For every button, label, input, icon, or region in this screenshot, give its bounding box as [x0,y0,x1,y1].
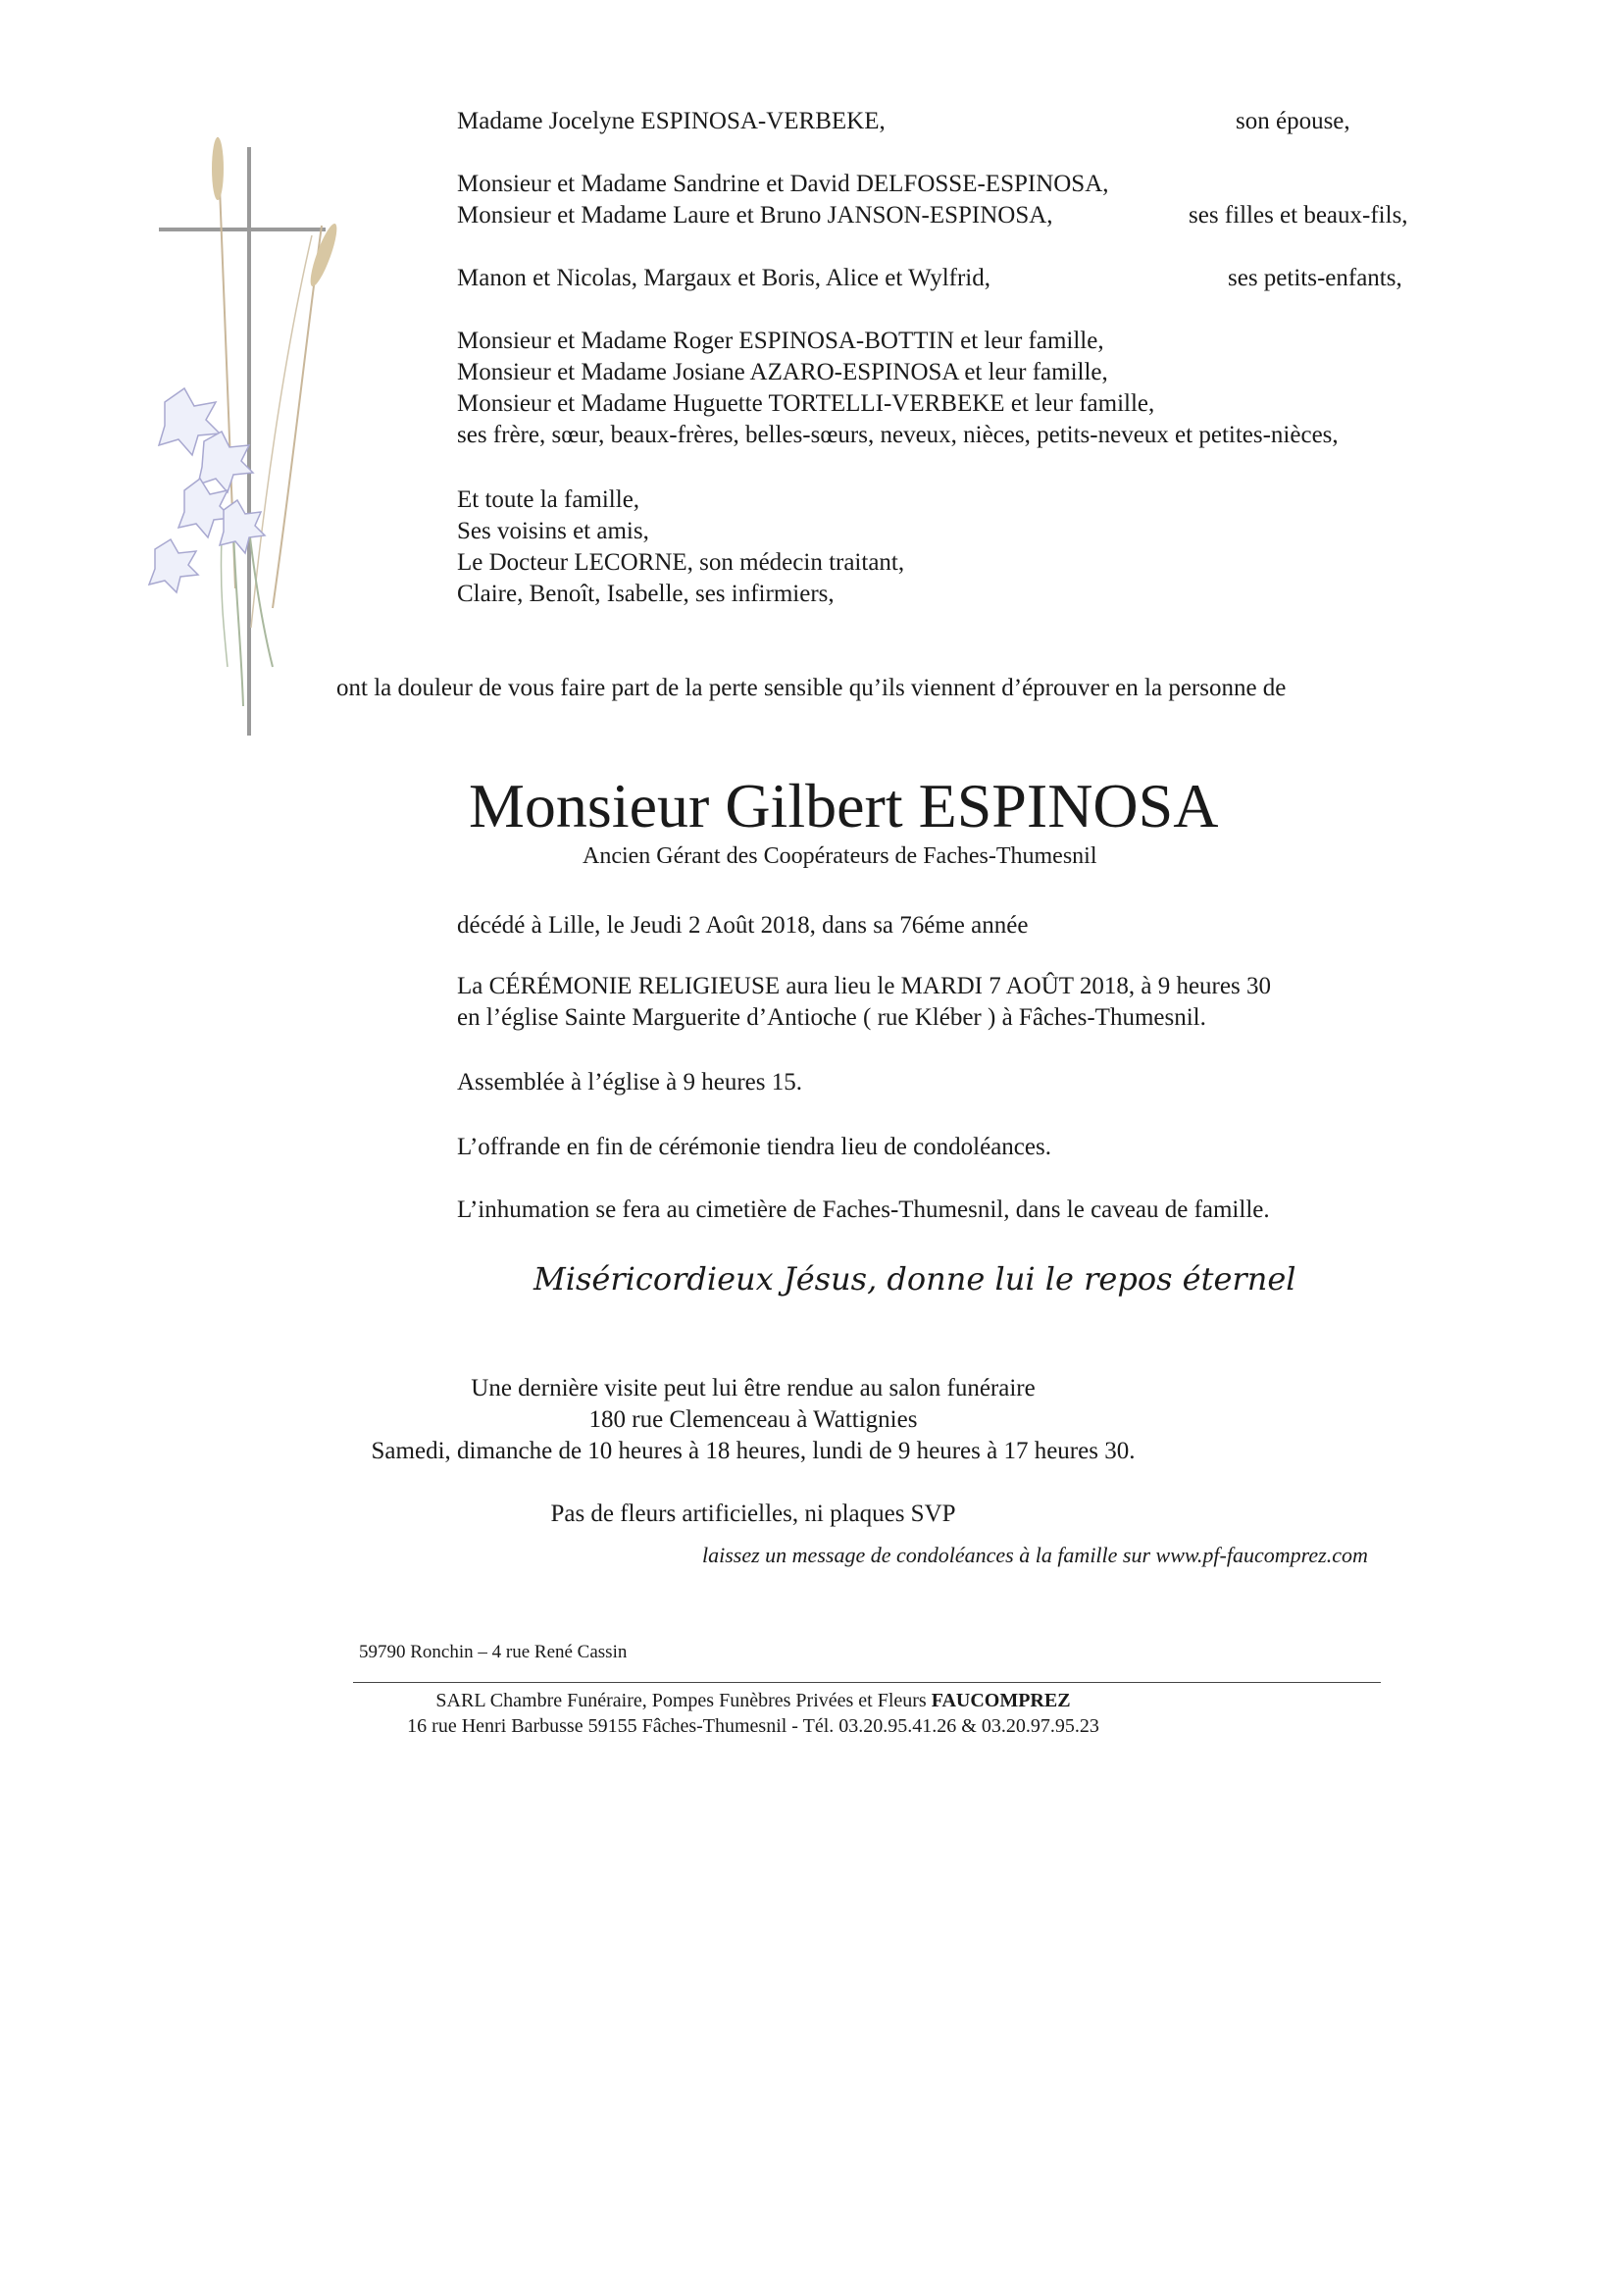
company-prefix: SARL Chambre Funéraire, Pompes Funèbres Privées et Fleurs [435,1690,932,1711]
sibling-line-2: Monsieur et Madame Josiane AZARO-ESPINOSA et leur famille, [457,359,1108,385]
company-line-2: 16 rue Henri Barbusse 59155 Fâches-Thumesnil - Tél. 03.20.95.41.26 & 03.20.97.95.23 [407,1715,1099,1737]
branch-address: 59790 Ronchin – 4 rue René Cassin [359,1642,628,1662]
visit-line-1: Une dernière visite peut lui être rendue au salon funéraire [471,1375,1036,1401]
ceremony-line-2: en l’église Sainte Marguerite d’Antioche ( rue Kléber ) à Fâches-Thumesnil. [457,1004,1206,1031]
sibling-line-1: Monsieur et Madame Roger ESPINOSA-BOTTIN et leur famille, [457,328,1104,354]
cross-flowers-icon [126,118,341,745]
burial-info: L’inhumation se fera au cimetière de Faches-Thumesnil, dans le caveau de famille. [457,1196,1270,1223]
ceremony-line-1: La CÉRÉMONIE RELIGIEUSE aura lieu le MARDI 7 AOÛT 2018, à 9 heures 30 [457,973,1271,999]
deceased-name: Monsieur Gilbert ESPINOSA [469,771,1219,840]
sibling-line-4: ses frère, sœur, beaux-frères, belles-sœurs, neveux, nièces, petits-neveux et petites-nièces, [457,422,1339,448]
condolence-message: laissez un message de condoléances à la famille sur www.pf-faucomprez.com [702,1543,1368,1567]
prayer-text: Miséricordieux Jésus, donne lui le repos éternel [533,1260,1296,1298]
death-info: décédé à Lille, le Jeudi 2 Août 2018, dans sa 76éme année [457,912,1029,939]
assembly-info: Assemblée à l’église à 9 heures 15. [457,1069,802,1095]
grandchildren-relation: ses petits-enfants, [1228,265,1402,291]
others-line-4: Claire, Benoît, Isabelle, ses infirmiers, [457,581,835,607]
footer-divider [353,1682,1381,1683]
deceased-subtitle: Ancien Gérant des Coopérateurs de Faches-Thumesnil [583,843,1097,869]
visit-line-2: 180 rue Clemenceau à Wattignies [588,1406,918,1433]
offering-info: L’offrande en fin de cérémonie tiendra lieu de condoléances. [457,1134,1051,1160]
visit-line-3: Samedi, dimanche de 10 heures à 18 heures, lundi de 9 heures à 17 heures 30. [371,1438,1136,1464]
daughters-relation: ses filles et beaux-fils, [1189,202,1408,229]
daughter-line-2: Monsieur et Madame Laure et Bruno JANSON-ESPINOSA, [457,202,1053,229]
grandchildren-line: Manon et Nicolas, Margaux et Boris, Alice et Wylfrid, [457,265,990,291]
spouse-relation: son épouse, [1236,108,1350,134]
announcement: ont la douleur de vous faire part de la perte sensible qu’ils viennent d’éprouver en la personne de [336,675,1287,701]
spouse-name: Madame Jocelyne ESPINOSA-VERBEKE, [457,108,886,134]
others-line-3: Le Docteur LECORNE, son médecin traitant, [457,549,905,576]
flowers-note: Pas de fleurs artificielles, ni plaques SVP [550,1501,956,1527]
company-line-1 [0,1689,1565,1713]
daughter-line-1: Monsieur et Madame Sandrine et David DELFOSSE-ESPINOSA, [457,171,1109,197]
company-name: FAUCOMPREZ [931,1690,1071,1711]
others-line-2: Ses voisins et amis, [457,518,649,544]
others-line-1: Et toute la famille, [457,486,640,513]
sibling-line-3: Monsieur et Madame Huguette TORTELLI-VERBEKE et leur famille, [457,390,1155,417]
